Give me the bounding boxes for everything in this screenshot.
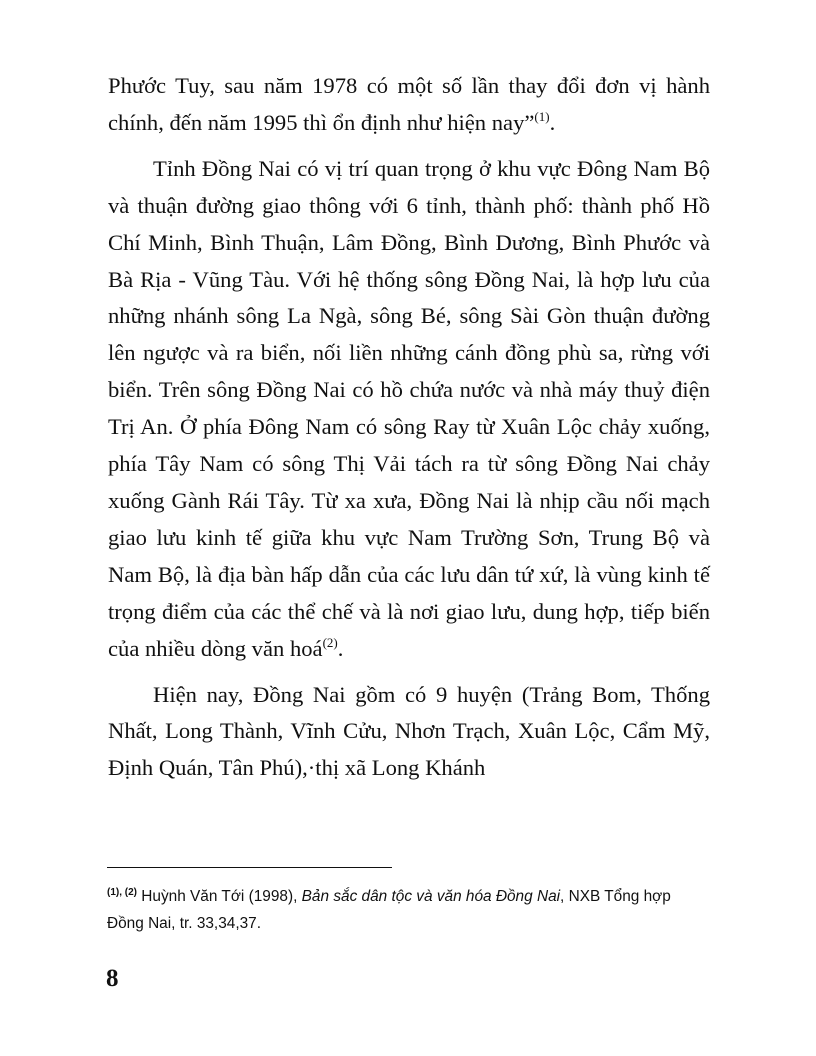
paragraph-end: . [549,109,556,135]
footnote-author: Huỳnh Văn Tới (1998), [137,888,302,905]
paragraph-location [108,151,710,668]
paragraph-text: Hiện nay, Đồng Nai gồm có 9 huyện (Trảng Bom, Thống Nhất, Long Thành, Vĩnh Cửu, Nhơn Trạch, Xuân Lộc, Cẩm Mỹ, Định Quán, Tân Phú),·thị xã Long Khánh [108,681,710,781]
footnote [107,883,711,937]
paragraph-end: . [337,635,344,661]
footnote-divider [107,867,392,868]
page-number: 8 [106,965,119,992]
paragraph-text: Phước Tuy, sau năm 1978 có một số lần thay đổi đơn vị hành chính, đến năm 1995 thì ổn định như hiện nay” [108,73,710,135]
paragraph-text: Tỉnh Đồng Nai có vị trí quan trọng ở khu vực Đông Nam Bộ và thuận đường giao thông với 6 tỉnh, thành phố: thành phố Hồ Chí Minh, Bình Thuận, Lâm Đồng, Bình Dương, Bình Phước và Bà Rịa - Vũng Tàu. Với hệ thống sông Đồng Nai, là hợp lưu của những nhánh sông La Ngà, sông Bé, sông Sài Gòn thuận đường lên ngược và ra biển, nối liền những cánh đồng phù sa, rừng với biển. Trên sông Đồng Nai có hồ chứa nước và nhà máy thuỷ điện Trị An. Ở phía Đông Nam có sông Ray từ Xuân Lộc chảy xuống, phía Tây Nam có sông Thị Vải tách ra từ sông Đồng Nai chảy xuống Gành Rái Tây. Từ xa xưa, Đồng Nai là nhịp cầu nối mạch giao lưu kinh tế giữa khu vực Nam Trường Sơn, Trung Bộ và Nam Bộ, là địa bàn hấp dẫn của các lưu dân tứ xứ, là vùng kinh tế trọng điểm của các thể chế và là nơi giao lưu, dung hợp, tiếp biến của nhiều dòng văn hoá [108,155,710,661]
body-text [108,68,710,787]
footnote-title: Bản sắc dân tộc và văn hóa Đồng Nai [301,888,561,905]
paragraph-administration [108,677,710,788]
footnote-marks: (1), (2) [107,887,137,898]
paragraph-continued [108,68,710,142]
footnote-publisher: , NXB Tổng hợp Đồng Nai, tr. 33,34,37. [107,888,671,932]
footnote-reference: (1) [534,108,550,124]
footnote-reference: (2) [322,634,338,650]
